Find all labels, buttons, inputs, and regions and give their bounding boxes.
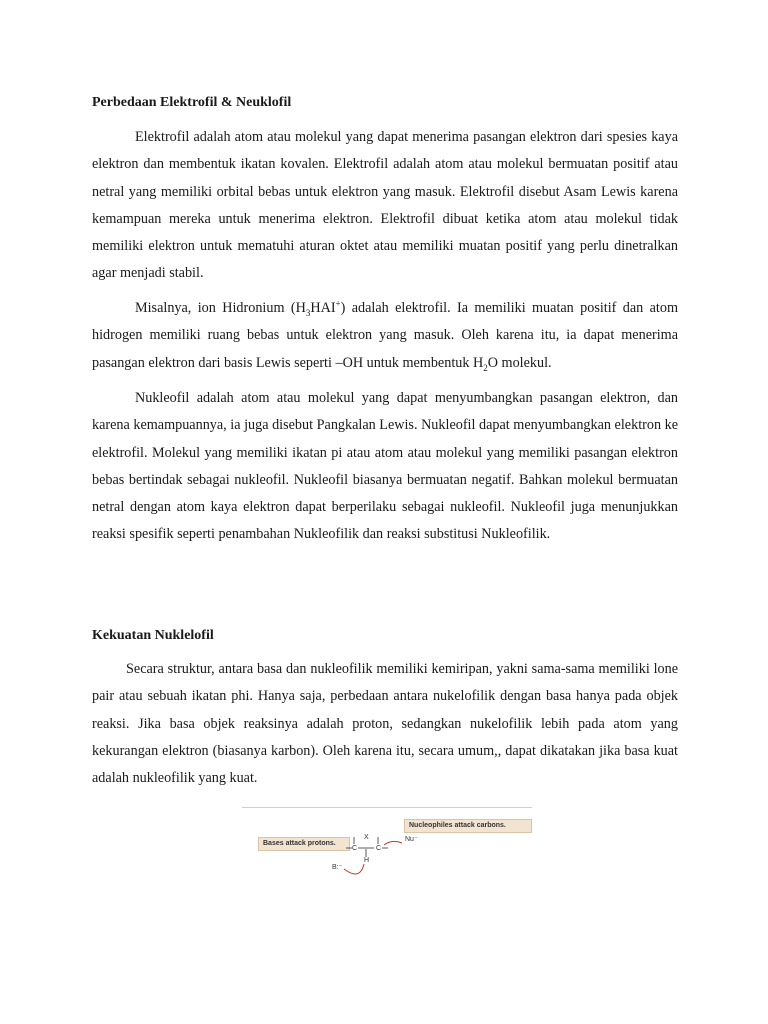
base-label: B:⁻ <box>332 864 343 871</box>
atom-c-left: C <box>352 845 358 852</box>
atom-x: X <box>364 834 369 841</box>
paragraph-elektrofil: Elektrofil adalah atom atau molekul yang dapat menerima pasangan elektron dari spesies kaya elektron dan membentuk ikatan kovalen. Elektrofil adalah atom atau molekul bermuatan positif atau netral yang memiliki orbital bebas untuk elektron yang masuk. Elektrofil disebut Asam Lewis karena kemampuan mereka untuk menerima elektron. Elektrofil dibuat ketika atom atau molekul tidak memiliki elektron untuk mematuhi aturan oktet atau memiliki muatan positif yang perlu dinetralkan agar menjadi stabil. <box>92 129 678 282</box>
nucleophile-attack-arrow <box>384 841 402 845</box>
atom-h: H <box>364 857 370 864</box>
reaction-arrows <box>242 807 532 895</box>
section-title-perbedaan: Perbedaan Elektrofil & Neuklofil <box>92 95 292 110</box>
base-attack-arrow <box>344 864 364 874</box>
atom-c-right: C <box>376 845 382 852</box>
section-title-kekuatan: Kekuatan Nuklelofil <box>92 628 214 643</box>
nucleophile-label: Nu⁻ <box>405 836 418 843</box>
reaction-figure <box>242 807 532 895</box>
bases-attack-protons-label: Bases attack protons. <box>258 837 350 851</box>
paragraph-kekuatan: Secara struktur, antara basa dan nukleofilik memiliki kemiripan, yakni sama-sama memiliki lone pair atau sebuah ikatan phi. Hanya saja, perbedaan antara nukelofilik dengan basa hanya pada objek reaksi. Jika basa objek reaksinya adalah proton, sedangkan nukelofilik lebih pada atom yang kekurangan elektron (biasanya karbon). Oleh karena itu, secara umum,, dapat dikatakan jika basa kuat adalah nukleofilik yang kuat. <box>92 661 678 787</box>
paragraph-hidronium: Misalnya, ion Hidronium $(H_3HAI^+)$ adalah elektrofil. Ia memiliki muatan positif dan atom hidrogen memiliki ruang bebas untuk elektron yang masuk. Oleh karena itu, ia dapat menerima pasangan elektron dari basis Lewis seperti –OH untuk membentuk $H_2O$ molekul. <box>92 298 678 373</box>
paragraph-nukleofil: Nukleofil adalah atom atau molekul yang dapat menyumbangkan pasangan elektron, dan karena kemampuannya, ia juga disebut Pangkalan Lewis. Nukleofil dapat menyumbangkan elektron ke elektrofil. Molekul yang memiliki ikatan pi atau atom atau molekul yang memiliki pasangan elektron bebas bertindak sebagai nukleofil. Nukleofil biasanya bermuatan negatif. Bahkan molekul bermuatan netral dengan atom kaya elektron dapat berperilaku sebagai nukleofil. Nukleofil juga menunjukkan reaksi spesifik seperti penambahan Nukleofilik dan reaksi substitusi Nukleofilik. <box>92 390 678 543</box>
nucleophiles-attack-carbons-label: Nucleophiles attack carbons. <box>404 819 532 833</box>
